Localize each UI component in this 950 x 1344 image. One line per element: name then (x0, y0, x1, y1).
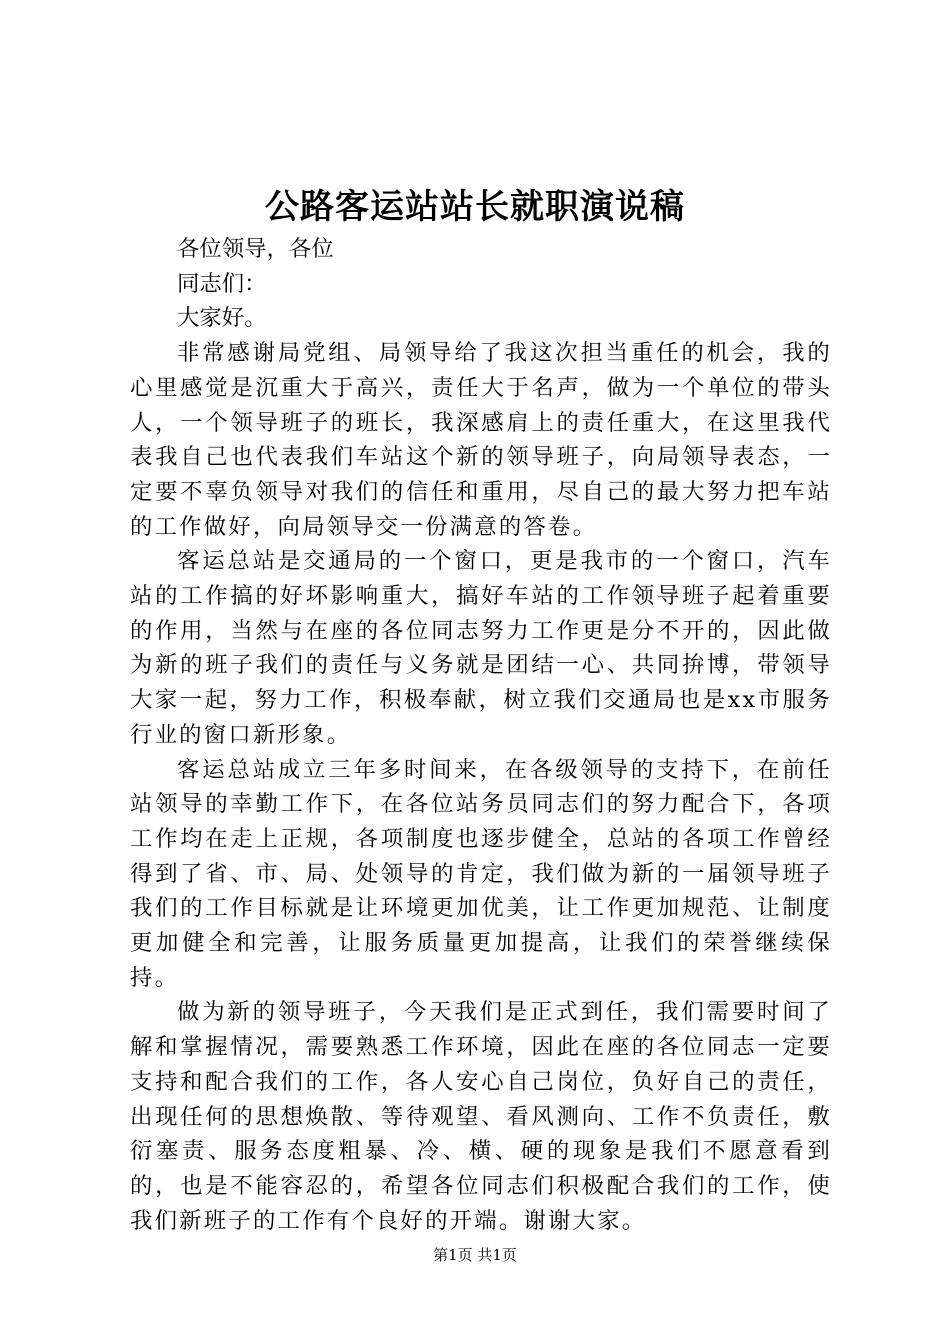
salutation-line-2: 同志们： (177, 270, 267, 297)
paragraph-3: 客运总站成立三年多时间来，在各级领导的支持下，在前任站领导的幸勤工作下，在各位站务员同志们的努力配合下，各项工作均在走上正规，各项制度也逐步健全，总站的各项工作曾经得到了省、市、局、处领导的肯定，我们做为新的一届领导班子我们的工作目标就是让环境更加优美，让工作更加规范、让制度更加健全和完善，让服务质量更加提高，让我们的荣誉继续保持。 (130, 756, 832, 991)
document-body (130, 232, 832, 1238)
paragraph-1: 非常感谢局党组、局领导给了我这次担当重任的机会，我的心里感觉是沉重大于高兴，责任大于名声，做为一个单位的带头人，一个领导班子的班长，我深感肩上的责任重大，在这里我代表我自己也代表我们车站这个新的领导班子，向局领导表态，一定要不辜负领导对我们的信任和重用，尽自己的最大努力把车站的工作做好，向局领导交一份满意的答卷。 (130, 340, 832, 540)
salutation-line-1: 各位领导，各位 (177, 236, 334, 262)
document-title: 公路客运站站长就职演说稿 (265, 187, 685, 227)
paragraph-4: 做为新的领导班子，今天我们是正式到任，我们需要时间了解和掌握情况，需要熟悉工作环境，因此在座的各位同志一定要支持和配合我们的工作，各人安心自己岗位，负好自己的责任，出现任何的思想焕散、等待观望、看风测向、工作不负责任，敷衍塞责、服务态度粗暴、冷、横、硬的现象是我们不愿意看到的，也是不能容忍的，希望各位同志们积极配合我们的工作，使我们新班子的工作有个良好的开端。谢谢大家。 (130, 999, 832, 1234)
paragraph-2: 客运总站是交通局的一个窗口，更是我市的一个窗口，汽车站的工作搞的好坏影响重大，搞好车站的工作领导班子起着重要的作用，当然与在座的各位同志努力工作更是分不开的，因此做为新的班子我们的责任与义务就是团结一心、共同拚博，带领导大家一起，努力工作，积极奉献，树立我们交通局也是xx市服务行业的窗口新形象。 (130, 548, 832, 748)
greeting-line: 大家好。 (177, 305, 267, 332)
page-footer: 第1页 共1页 (433, 1246, 517, 1264)
